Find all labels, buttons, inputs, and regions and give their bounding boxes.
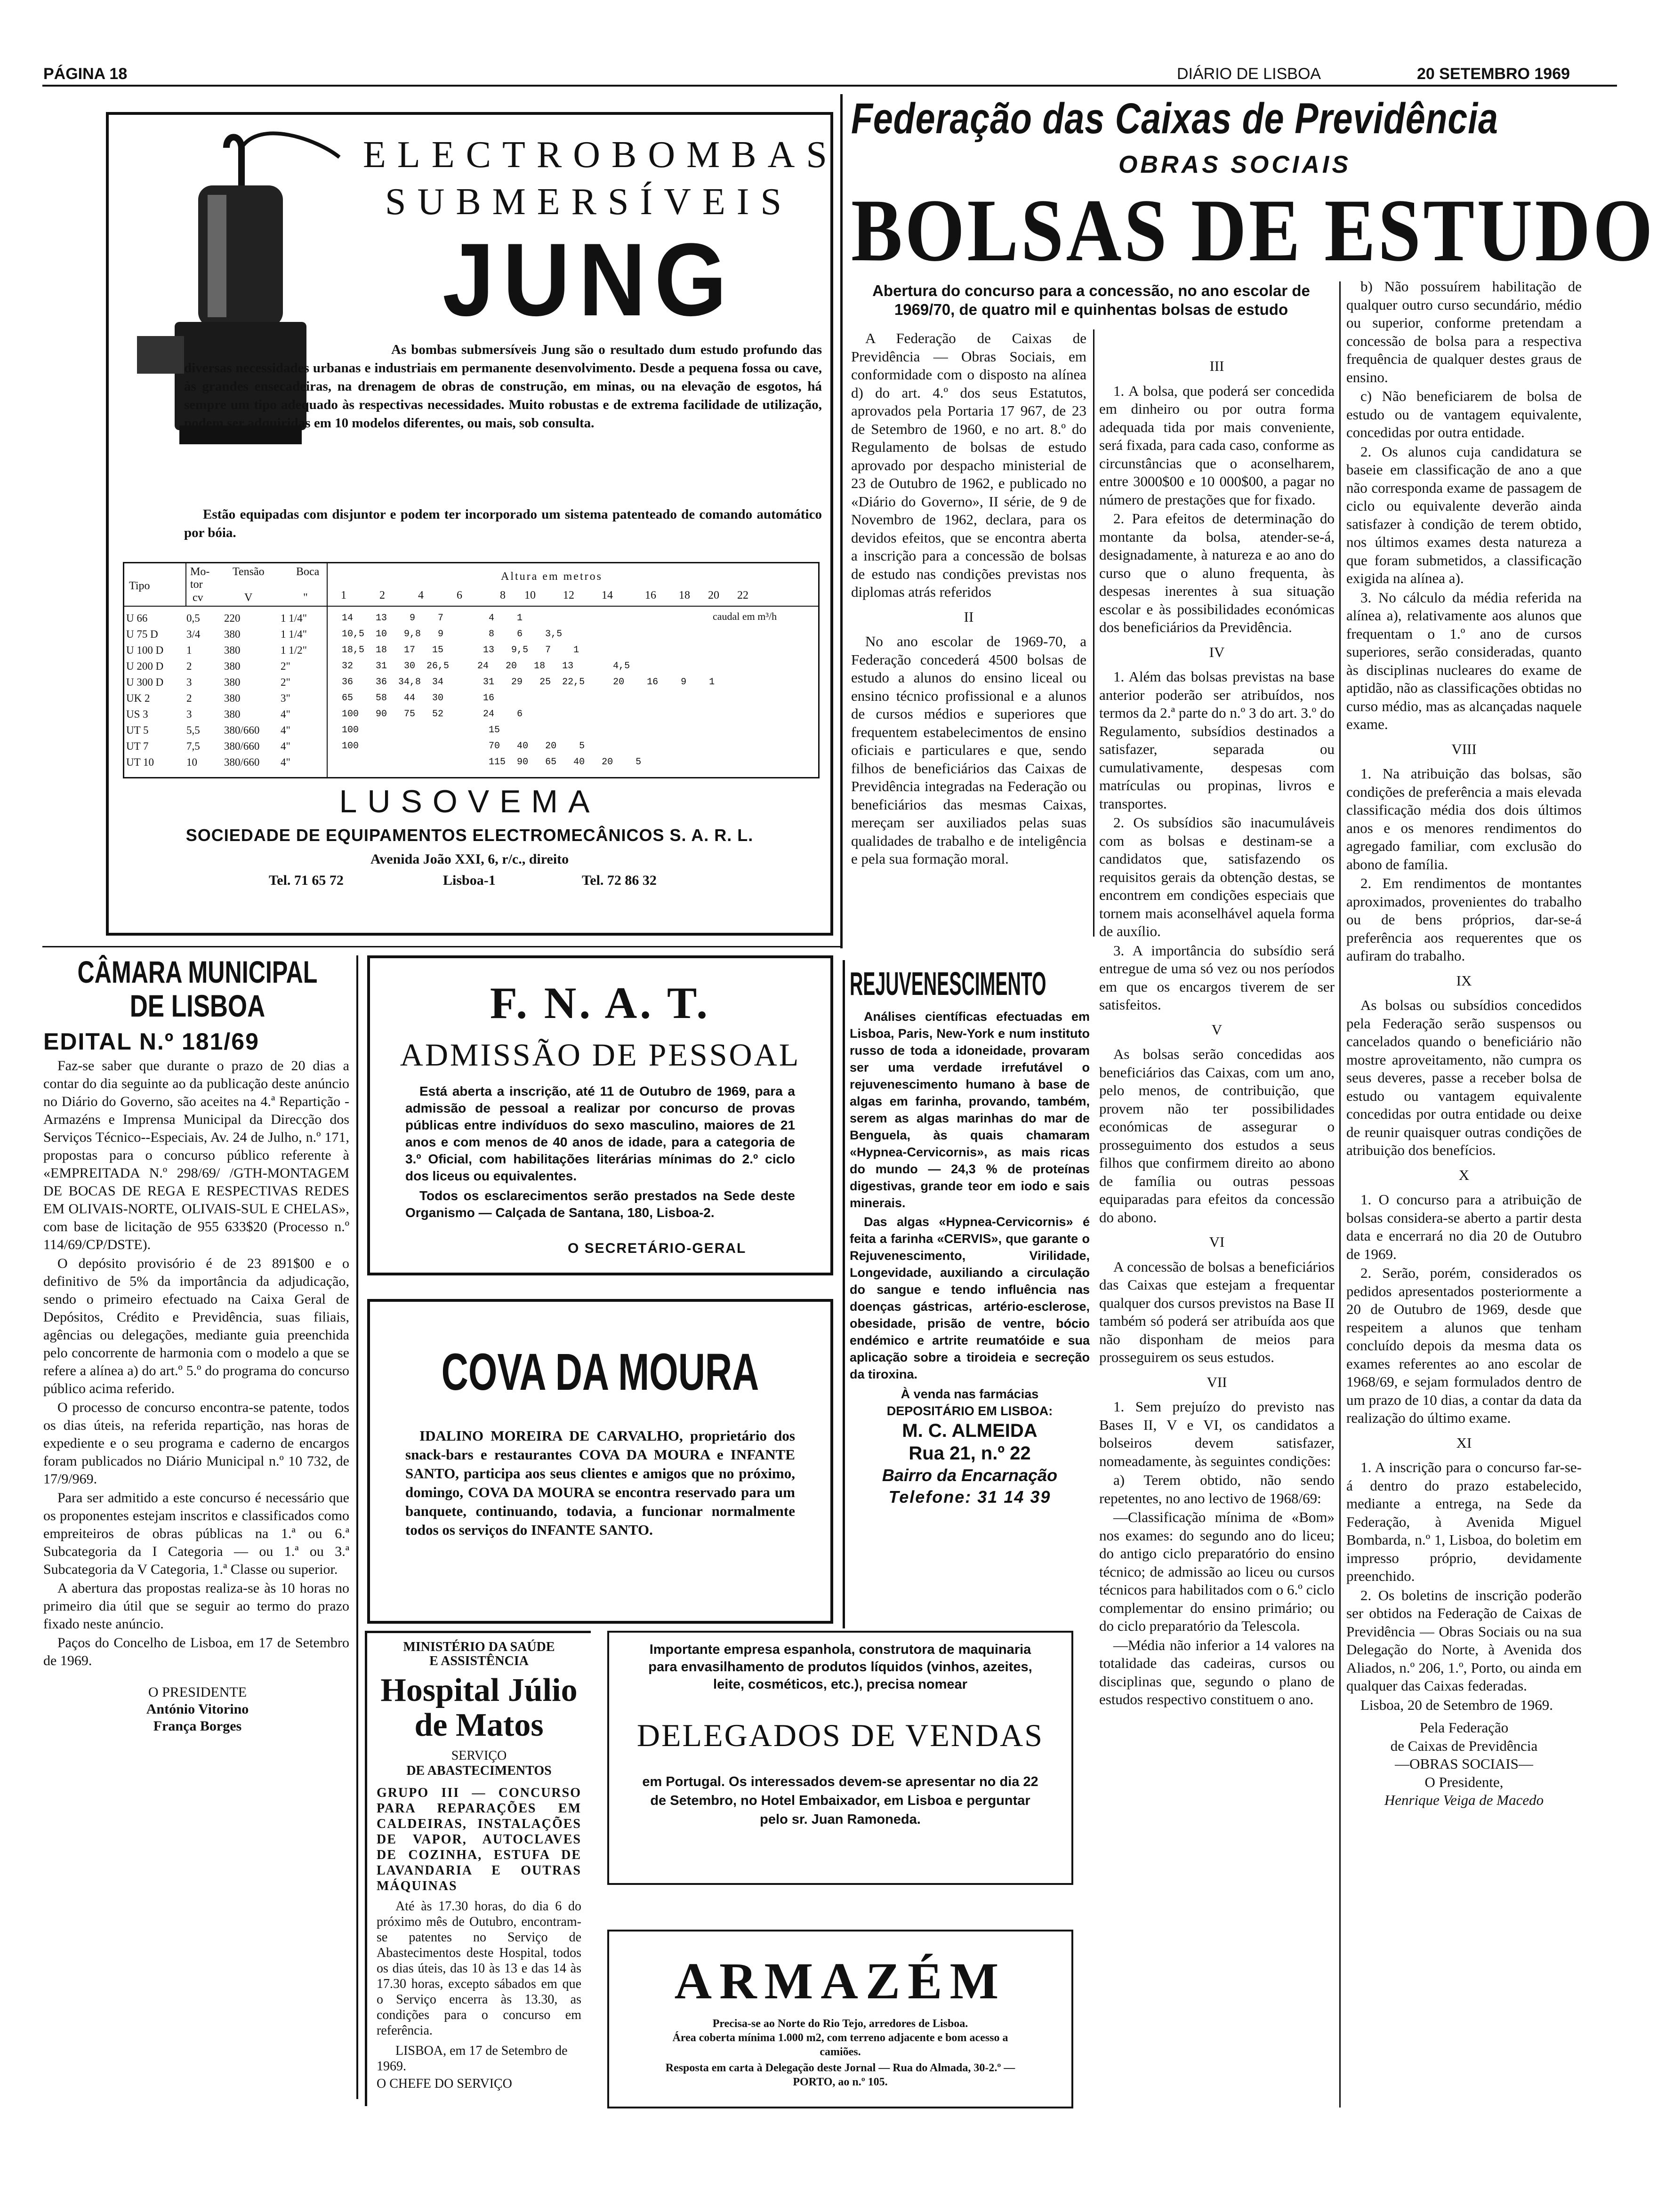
hospital-name-2: de Matos [414,1707,544,1743]
table-row: U 200 D 2 380 2" 32 31 30 26,5 24 20 18 13 4,5 [126,660,630,672]
federacao-sign-4: O Presidente, [1424,1773,1504,1790]
delegados-body: em Portugal. Os interessados devem-se apresentar no dia 22 de Setembro, no Hotel Embaixador, em Lisboa e perguntar pelo sr. Juan Ramoneda. [642,1774,1038,1827]
armazem-line-2: Área coberta mínima 1.000 m2, com terreno adjacente e bom acesso a camiões. [672,2032,1008,2058]
table-heights-row [341,589,812,602]
jung-paragraph-1: As bombas submersíveis Jung são o resultado dum estudo profundo das diversas necessidades urbanas e industriais em permanente desenvolvimento. Desde a pequena fossa ou cave, às grandes ensecadeiras, na drenagem de obras de construção, em minas, ou na elevação de esgotos, há sempre um tipo adequado às respectivas necessidades. Muito robustas e de extrema facilidade de utilização, podem ser adquiridas em 10 modelos diferentes, ou mais, sob consulta. [184,342,822,431]
height-18: 18 [679,589,690,601]
table-row: UT 5 5,5 380/660 4" 100 15 [126,724,500,736]
lusovema-city: Lisboa-1 [443,873,496,888]
rejuv-name: M. C. ALMEIDA [902,1420,1038,1441]
height-1: 1 [341,589,346,601]
rejuv-depositario: DEPOSITÁRIO EM LISBOA: [886,1404,1053,1418]
rejuv-title: REJUVENESCIMENTO [850,965,1046,1002]
federacao-subtitle: OBRAS SOCIAIS [1118,151,1351,178]
table-row: U 300 D 3 380 2" 36 36 34,8 34 31 29 25 22,5 20 16 9 1 [126,676,715,688]
jung-line1: ELECTROBOMBAS [363,134,838,176]
hospital-notice [365,1631,591,2106]
jung-paragraph-2: Estão equipadas com disjuntor e podem ter incorporado um sistema patenteado de comando automático por bóia. [184,507,822,540]
delegados-de-vendas-notice [607,1631,1073,1885]
delegados-title: DELEGADOS DE VENDAS [636,1717,1044,1753]
federacao-sign-5: Henrique Veiga de Macedo [1384,1792,1544,1808]
lusovema-logo: LUSOVEMA [339,784,600,819]
height-6: 6 [457,589,462,601]
table-header-tensao: Tensão [233,566,265,578]
cova-title: COVA DA MOURA [441,1343,759,1401]
federacao-headline: BOLSAS DE ESTUDO [851,181,1656,280]
camara-edital: EDITAL N.º 181/69 [43,1028,259,1055]
federacao-col-2: III 1. A bolsa, que poderá ser concedida em dinheiro ou por outra forma adequada tida por mais conveniente, será fixada, para cada caso, conforme as circunstâncias que o aconselharem, entre 3000$00 e 10 000$00, a pagar no número de prestações que for fixado. 2. Para efeitos de determinação do montante da bolsa, atender-se-á, designadamente, à natureza e ao ano do curso que o aluno frequenta, às despesas inerentes à sua situação escolar e às possibilidades económicas dos beneficiários da Previdência. IV 1. Além das bolsas previstas na base anterior poderão ser atribuídos, nos termos da 2.ª parte do n.º 3 do art. 3.º do Regulamento, subsídios destinados a satisfazer, separada ou cumulativamente, despesas com matrículas ou propinas, livros e transportes. 2. Os subsídios são inacumuláveis com as bolsas e destinam-se a candidatos que, satisfazendo os requisitos gerais da obtenção destas, se encontrem em condições especiais que tornem mais aconselhável aquela forma de auxílio. 3. A importância do subsídio será entregue de uma só vez ou nos períodos em que os encargos tiverem de ser satisfeitos. V As bolsas serão concedidas aos beneficiários das Caixas, com um ano, pelo menos, de contribuição, que provem não ter possibilidades económicas de assegurar o prosseguimento dos estudos a seus filhos que confirmem direito ao abono de família ou outras pessoas equiparadas para efeitos da concessão do abono. VI A concessão de bolsas a beneficiários das Caixas que estejam a frequentar qualquer dos cursos previstos na Base II também só poderá ser atribuída aos que não disponham de meios para prosseguirem os seus estudos. VII 1. Sem prejuízo do previsto nas Bases II, V e VI, os candidatos a bolseiros devem satisfazer, nomeadamente, às seguintes condições: a) Terem obtido, não sendo repetentes, no ano lectivo de 1968/69: —Classificação mínima de «Bom» nos exames: do segundo ano do liceu; do antigo ciclo preparatório do ensino técnico; de admissão ao liceu ou cursos técnicos para habilitados com o 6.º ciclo complementar do ensino primário; ou do ciclo preparatório da Telescola. —Média não inferior a 14 valores na totalidade das cadeiras, cursos ou disciplinas que, segundo o plano de estudos respectivo constituem o ano. [1099,358,1335,1707]
height-12: 12 [563,589,574,601]
fnat-sign: O SECRETÁRIO-GERAL [568,1241,747,1256]
column-rule [840,94,843,948]
table-row: U 100 D 1 380 1 1/2" 18,5 18 17 15 13 9,5 7 1 [126,644,579,656]
height-8: 8 [500,589,506,601]
lusovema-full-name: SOCIEDADE DE EQUIPAMENTOS ELECTROMECÂNICOS S. A. R. L. [185,825,754,845]
height-10: 10 [524,589,536,601]
armazem-line-3: Resposta em carta à Delegação deste Jornal — Rua do Almada, 30-2.º — PORTO, ao n.º 105. [665,2062,1015,2088]
height-16: 16 [645,589,656,601]
rejuv-paragraph-1: Análises científicas efectuadas em Lisboa, Paris, New-York e num instituto russo de toda a idoneidade, provaram ser uma verdade irrefutável o rejuvenescimento humano à base de algas em farinha, provando, também, serem as algas marinhas do mar de Benguela, às quais chamaram «Hypnea-Cervicornis», as mais ricas do mundo — 24,3 % de proteínas digestivas, grande teor em iodo e sais minerais. [850,1010,1090,1210]
table-header-motor: Mo- tor [190,566,210,591]
lusovema-address: Avenida João XXI, 6, r/c., direito [370,851,569,867]
height-20: 20 [708,589,719,601]
table-header-tensao-unit: V [244,592,253,604]
armazem-notice [607,1930,1073,2108]
issue-date: 20 SETEMBRO 1969 [1417,65,1570,83]
camara-title-1: CÂMARA MUNICIPAL [77,954,318,989]
jung-advert [106,112,838,936]
table-caudal-label: caudal em m³/h [713,610,777,622]
rejuv-phone: Telefone: 31 14 39 [888,1487,1051,1507]
lusovema-tel2: Tel. 72 86 32 [582,873,657,888]
table-row: U 66 0,5 220 1 1/4" 14 13 9 7 4 1 [126,612,523,624]
federacao-title: Federação das Caixas de Previdência [851,95,1498,143]
cova-body: IDALINO MOREIRA DE CARVALHO, proprietário dos snack-bars e restaurantes COVA DA MOURA e INFANTE SANTO, participa aos seus clientes e amigos que no próximo, domingo, COVA DA MOURA se encontra reservado para um banquete, continuando, todavia, a funcionar normalmente todos os serviços do INFANTE SANTO. [405,1427,795,1538]
hospital-group: GRUPO III — CONCURSO PARA REPARAÇÕES EM CALDEIRAS, INSTALAÇÕES DE VAPOR, AUTOCLAVES DE COZINHA, ESTUFA DE LAVANDARIA E OUTRAS MÁQUINAS [377,1786,581,1893]
jung-line2: SUBMERSÍVEIS [385,181,793,223]
table-header-motor-unit: cv [193,592,203,604]
federacao-col-1: A Federação de Caixas de Previdência — Obras Sociais, em conformidade com o disposto na alínea d) do art. 4.º dos seus Estatutos, aprovados pela Portaria 17 967, de 23 de Setembro de 1960, e no art. 8.º do Regulamento de bolsas de estudo aprovado por despacho ministerial de 23 de Outubro de 1962, e publicado no «Diário do Governo», II série, de 9 de Novembro de 1962, declara, para os devidos efeitos, que se encontra aberta a inscrição para a concessão de bolsas de estudo nas condições previstas nos diplomas atrás referidos II No ano escolar de 1969-70, a Federação concederá 4500 bolsas de estudo a alunos do ensino liceal ou ensino técnico profissional e a alunos de cursos médios e superiores que frequentem estabelecimentos de ensino oficiais e particulares e que, sendo filhos de beneficiários das Caixas de Previdência integradas na Federação ou beneficiários das mesmas Caixas, mereçam ser auxiliados pelas suas qualidades de trabalho e de inteligência e pela sua formação moral. [851,330,1086,867]
table-row: UK 2 2 380 3" 65 58 44 30 16 [126,692,495,704]
table-row: US 3 3 380 4" 100 90 75 52 24 6 [126,708,523,720]
federacao-lede: Abertura do concurso para a concessão, no ano escolar de 1969/70, de quatro mil e quinhentas bolsas de estudo [872,282,1310,318]
delegados-intro: Importante empresa espanhola, construtora de maquinaria para envasilhamento de produtos líquidos (vinhos, azeites, leite, cosméticos, etc.), precisa nomear [648,1642,1032,1692]
rejuv-address-1: Rua 21, n.º 22 [909,1443,1031,1464]
header-rule [42,85,1617,87]
camara-municipal-notice: CÂMARA MUNICIPAL DE LISBOA EDITAL N.º 181/69 Faz-se saber que durante o prazo de 20 dias a contar do dia seguinte ao da publicação deste anúncio no Diário do Governo, são aceites na 4.ª Repartição - Armazéns e Imprensa Municipal da Direcção dos Serviços Técnico--Especiais, Av. 24 de Julho, n.º 171, propostas para o concurso público referente à «EMPREITADA N.º 298/69/ /GTH-MONTAGEM DE BOCAS DE REGA E RESPECTIVAS REDES EM OLIVAIS-NORTE, OLIVAIS-SUL E CHELAS», com base de licitação de 955 633$20 (Processo n.º 114/69/CP/DSTE). O depósito provisório é de 23 891$00 e o definitivo de 5% da importância da adjudicação, sendo o primeiro efectuado na Caixa Geral de Depósitos, Crédito e Previdência, suas filiais, agências ou delegações, mediante guia preenchida pelo concorrente de harmonia com o modelo a que se refere a alínea a) do art.º 5.º do programa do concurso público acima referido. O processo de concurso encontra-se patente, todos os dias úteis, na referida repartição, nas horas de expediente e o seu programa e caderno de encargos foram publicados no Diário Municipal n.º 10 732, de 17/9/969. Para ser admitido a este concurso é necessário que os proponentes estejam inscritos e classificados como empreiteiros de obras públicas na 1.ª ou 6.ª Subcategoria da I Categoria — ou 1.ª ou 3.ª Subcategoria da V Categoria, 1.ª Classe ou superior. A abertura das propostas realiza-se às 10 horas no primeiro dia útil que se seguir ao termo do prazo fixado neste anúncio. Paços do Concelho de Lisboa, em 17 de Setembro de 1969. O PRESIDENTE António Vitorino França Borges [43,955,352,2104]
rejuv-paragraph-3: À venda nas farmácias [901,1387,1039,1401]
height-2: 2 [379,589,385,601]
newspaper-name: DIÁRIO DE LISBOA [1177,65,1321,83]
federacao-col-3: b) Não possuírem habilitação de qualquer outro curso secundário, médio ou superior, conforme pretendam a concessão de bolsa para a respectiva frequência de qualquer destes graus de ensino. c) Não beneficiarem de bolsa de estudo ou de vantagem equivalente, concedidas por outra entidade. 2. Os alunos cuja candidatura se baseie em classificação de ano a que não corresponda exame de passagem de ciclo ou equivalente deverão ainda satisfazer à condição de terem obtido, nos últimos exames desta natureza a que foram submetidos, a classificação exigida na alínea a). 3. No cálculo da média referida na alínea a), relativamente aos alunos que frequentam o 1.º ano de cursos superiores, serão consideradas, quanto às disciplinas nucleares do exame de aptidão, não as classificações obtidas no curso médio, mas as alcançadas naquele exame. VIII 1. Na atribuição das bolsas, são condições de preferência a mais elevada classificação média dos dois últimos anos e os menores rendimentos do agregado familiar, com exclusão do abono de família. 2. Em rendimentos de montantes aproximados, provenientes do trabalho ou de bens próprios, dar-se-á preferência aos requerentes que os aufiram do trabalho. IX As bolsas ou subsídios concedidos pela Federação serão suspensos ou cancelados quando o beneficiário não mostre aproveitamento, não cumpra os seus deveres, passe a receber bolsa de estudo ou vantagem equivalente concedidas por outra entidade ou deixe de reunir quaisquer outras condições de atribuição dos benefícios. X 1. O concurso para a atribuição de bolsas considera-se aberto a partir desta data e encerrará no dia 20 de Outubro de 1969. 2. Serão, porém, considerados os pedidos apresentados posteriormente a 20 de Outubro de 1969, desde que respeitem a alunos que tenham concluído depois da mesma data os exames referentes ao ano escolar de 1968/69, e sejam formulados dentro de um prazo de 10 dias, a contar da data da realização do último exame. XI 1. A inscrição para o concurso far-se-á dentro do prazo estabelecido, mediante a entrega, na Sede da Federação, à Avenida Miguel Bombarda, n.º 1, Lisboa, do boletim em impresso próprio, devidamente preenchido. 2. Os boletins de inscrição poderão ser obtidos na Federação de Caixas de Previdência — Obras Sociais ou na sua Delegação do Norte, à Avenida dos Aliados, n.º 206, 1.º, Porto, ou ainda em qualquer das Caixas federadas. Lisboa, 20 de Setembro de 1969. Pela Federação de Caixas de Previdência —OBRAS SOCIAIS— O Presidente, Henrique Veiga de Macedo [1346,278,1582,1810]
height-14: 14 [602,589,613,601]
rejuv-address-2: Bairro da Encarnação [882,1466,1058,1485]
hospital-service-1: SERVIÇO [451,1748,507,1763]
armazem-line-1: Precisa-se ao Norte do Rio Tejo, arredores de Lisboa. [712,2018,968,2030]
federacao-sign-2: de Caixas de Previdência [1390,1737,1538,1754]
hospital-service-2: DE ABASTECIMENTOS [406,1763,552,1778]
camara-sign-2: António Vitorino [146,1701,249,1717]
hospital-ministry-1: MINISTÉRIO DA SAÚDE [403,1640,555,1654]
height-4: 4 [418,589,424,601]
fnat-body: Está aberta a inscrição, até 11 de Outubro de 1969, para a admissão de pessoal a realizar por concurso de provas públicas entre indivíduos do sexo masculino, maiores de 21 anos e com menos de 40 anos de idade, para a categoria de 3.º Oficial, com habilitações literárias mínimas do 2.º ciclo dos liceus ou equivalentes. [405,1084,795,1183]
hospital-name-1: Hospital Júlio [380,1672,578,1708]
hospital-sign: O CHEFE DO SERVIÇO [377,2076,512,2091]
cova-da-moura-notice [367,1299,833,1624]
height-22: 22 [737,589,748,601]
hospital-body: Até às 17.30 horas, do dia 6 do próximo mês de Outubro, encontram-se patentes no Serviço de Abastecimentos deste Hospital, todos os dias úteis, das 10 às 13 e das 14 às 17.30 horas, excepto sábados em que o Serviço encerra às 13.30, as condições para o concurso em referência. [377,1899,581,2038]
fnat-subtitle: ADMISSÃO DE PESSOAL [400,1037,801,1073]
page-number: PÁGINA 18 [43,65,128,83]
table-row: UT 10 10 380/660 4" 115 90 65 40 20 5 [126,756,642,768]
fnat-title: F. N. A. T. [490,978,711,1028]
pump-spec-table [123,562,820,778]
armazem-title: ARMAZÉM [674,1952,1006,2010]
jung-brand: JUNG [442,222,736,337]
table-row: U 75 D 3/4 380 1 1/4" 10,5 10 9,8 9 8 6 3,5 [126,628,563,640]
federacao-sign-3: —OBRAS SOCIAIS— [1395,1755,1533,1772]
table-header-boca: Boca [296,566,320,578]
table-header-boca-unit: " [303,592,308,604]
camara-sign-1: O PRESIDENTE [148,1684,247,1700]
rejuvenescimento-advert [850,965,1090,1643]
camara-title-2: DE LISBOA [129,988,265,1023]
hospital-date: LISBOA, em 17 de Setembro de 1969. [377,2044,568,2074]
federacao-sign-1: Pela Federação [1419,1719,1509,1736]
hospital-ministry-2: E ASSISTÊNCIA [429,1654,529,1668]
fnat-notice [367,955,833,1275]
rejuv-paragraph-2: Das algas «Hypnea-Cervicornis» é feita a farinha «CERVIS», que garante o Rejuvenescimento, Virilidade, Longevidade, auxiliando a circulação do sangue e tendo influência nas doenças gástricas, artério-esclerose, obesidade, prisão de ventre, bócio endémico e artrite reumatóide e sua aplicação sobre a tiroideia e secreção da tiroxina. [850,1215,1090,1381]
table-rows [126,610,715,770]
camara-sign-3: França Borges [153,1718,242,1734]
lusovema-tel1: Tel. 71 65 72 [269,873,344,888]
table-header-altura: Altura em metros [501,570,603,583]
table-header-tipo: Tipo [129,580,150,592]
fnat-body-2: Todos os esclarecimentos serão prestados na Sede deste Organismo — Calçada de Santana, 180, Lisboa-2. [405,1188,795,1220]
table-row: UT 7 7,5 380/660 4" 100 70 40 20 5 [126,740,585,752]
